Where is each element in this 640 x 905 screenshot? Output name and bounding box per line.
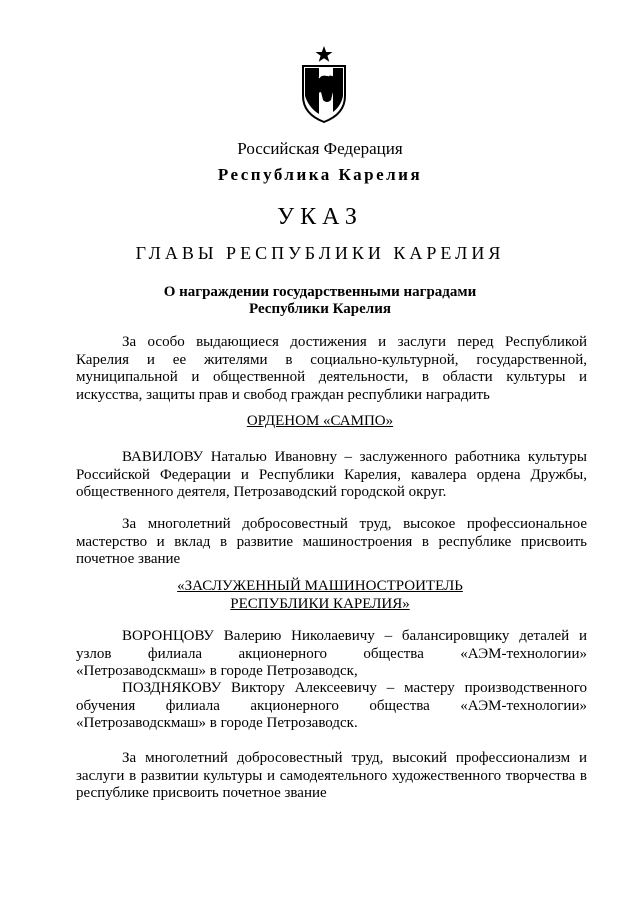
decree-title-line1: О награждении государственными наградами <box>163 284 477 300</box>
intro-paragraph: За особо выдающиеся достижения и заслуги перед Республикой Карелия и ее жителями в социально-культурной, государственной, муниципальной и общественной деятельности, в области культуры и искусства, защиты прав и свобод граждан республики наградить <box>76 334 587 403</box>
award-honorary-title-line1: «ЗАСЛУЖЕННЫЙ МАШИНОСТРОИТЕЛЬ <box>177 578 463 594</box>
decree-title-line2: Республики Карелия <box>249 301 391 317</box>
award2-recipient-1: ВОРОНЦОВУ Валерию Николаевичу – балансировщику деталей и узлов филиала акционерного общества «АЭМ-технологии» «Петрозаводскмаш» в городе Петрозаводск, <box>76 628 587 679</box>
honorary-title-intro: За многолетний добросовестный труд, высокое профессиональное мастерство и вклад в развитие машиностроения в республике присвоить почетное звание <box>76 516 587 567</box>
issuer-line: ГЛАВЫ РЕСПУБЛИКИ КАРЕЛИЯ <box>135 243 505 263</box>
award1-recipient: ВАВИЛОВУ Наталью Ивановну – заслуженного работника культуры Российской Федерации и Республики Карелия, кавалера ордена Дружбы, общественного деятеля, Петрозаводский городской округ. <box>76 449 587 500</box>
honorary-title-intro-2: За многолетний добросовестный труд, высокий профессионализм и заслуги в развитии культуры и самодеятельного художественного творчества в республике присвоить почетное звание <box>76 750 587 801</box>
award2-recipient-2: ПОЗДНЯКОВУ Виктору Алексеевичу – мастеру производственного обучения филиала акционерного общества «АЭМ-технологии» «Петрозаводскмаш» в городе Петрозаводск. <box>76 680 587 731</box>
award-order-sampo: ОРДЕНОМ «САМПО» <box>246 413 394 429</box>
award-honorary-title-line2: РЕСПУБЛИКИ КАРЕЛИЯ» <box>230 596 410 612</box>
document-type: УКАЗ <box>277 204 363 230</box>
federation-line: Российская Федерация <box>237 139 403 158</box>
republic-line: Республика Карелия <box>217 165 423 184</box>
karelia-coat-of-arms-icon <box>297 44 351 124</box>
